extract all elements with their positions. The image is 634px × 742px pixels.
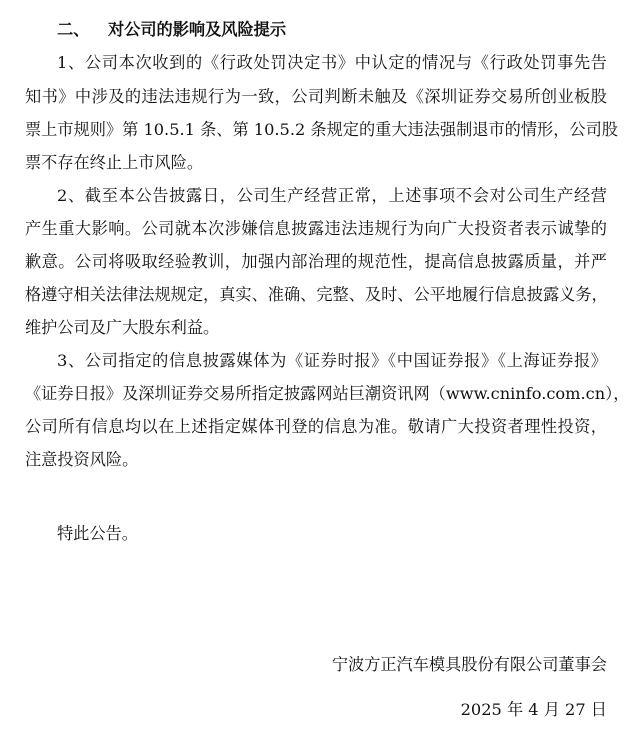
paragraph-line: 维护公司及广大股东利益。 <box>25 318 220 337</box>
paragraph-line: 歉意。公司将吸取经验教训，加强内部治理的规范性，提高信息披露质量，并严 <box>25 252 607 271</box>
closing-statement: 特此公告。 <box>57 524 138 543</box>
section-number: 二、 <box>57 20 90 39</box>
paragraph-line: 格遵守相关法律法规规定，真实、准确、完整、及时、公平地履行信息披露义务， <box>25 285 608 304</box>
paragraph-line: 注意投资风险。 <box>25 450 139 469</box>
signature-company: 宁波方正汽车模具股份有限公司董事会 <box>331 655 607 674</box>
paragraph-line: 2、截至本公告披露日，公司生产经营正常，上述事项不会对公司生产经营 <box>57 186 607 205</box>
paragraph-line: 《证券日报》及深圳证券交易所指定披露网站巨潮资讯网（www.cninfo.com.cn）， <box>25 384 630 403</box>
paragraph-line: 票不存在终止上市风险。 <box>25 153 204 172</box>
paragraph-line: 知书》中涉及的违法违规行为一致，公司判断未触及《深圳证券交易所创业板股 <box>25 87 607 106</box>
paragraph-line: 产生重大影响。公司就本次涉嫌信息披露违法违规行为向广大投资者表示诚挚的 <box>25 219 607 238</box>
paragraph-line: 3、公司指定的信息披露媒体为《证券时报》《中国证券报》《上海证券报》 <box>57 351 607 370</box>
section-title: 对公司的影响及风险提示 <box>108 20 287 39</box>
paragraph-line: 票上市规则》第 10.5.1 条、第 10.5.2 条规定的重大违法强制退市的情形，公司股 <box>25 120 618 139</box>
signature-date: 2025 年 4 月 27 日 <box>460 700 607 719</box>
paragraph-line: 1、公司本次收到的《行政处罚决定书》中认定的情况与《行政处罚事先告 <box>57 53 607 72</box>
paragraph-line: 公司所有信息均以在上述指定媒体刊登的信息为准。敬请广大投资者理性投资， <box>25 417 607 436</box>
section-heading <box>57 20 286 40</box>
